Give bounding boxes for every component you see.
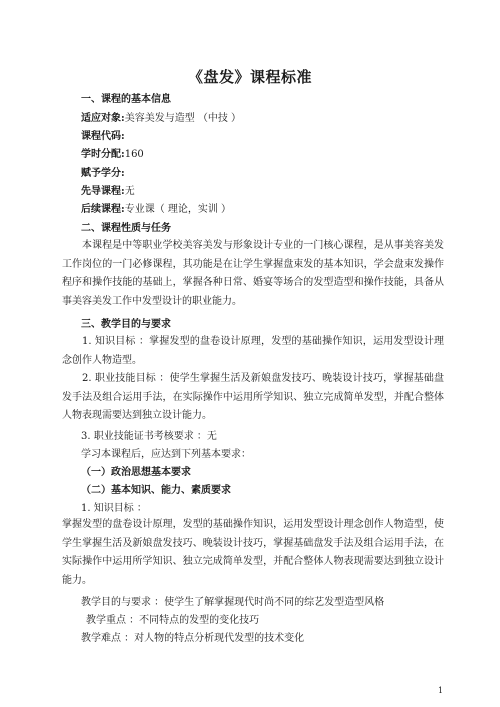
goal-certificate: 3. 职业技能证书考核要求 ：无 [81,431,217,442]
document-title: 《盘发》课程标准 [187,68,312,86]
credits-label: 赋予学分: [81,168,125,179]
applicable-value: 美容美发与造型 （中技 ） [124,113,242,124]
knowledge-target-label: 1. 知识目标 ： [81,503,147,514]
page-number: 1 [438,686,444,695]
study-requirement: 学习本课程后，应达到下列基本要求： [81,449,251,460]
nature-paragraph: 本课程是中等职业学校美容美发与形象设计专业的一门核心课程，是从事美容美发工作岗位的一门必修课程，其功能是在让学生掌握盘束发的基本知识，学会盘束发操作程序和操作技能的基础上，掌握各种日常、婚宴等场合的发型造型和操作技能，具备从事美容美发工作中发型设计的职业能力。 [62,240,444,307]
subheading-knowledge: （二）基本知识、能力、素质要求 [81,485,231,496]
hours-row [81,148,144,162]
followup-label: 后续课程: [81,204,125,215]
teaching-purpose: 教学目的与要求 ：使学生了解掌握现代时尚不同的综艺发型造型风格 [81,597,385,608]
course-code-label: 课程代码: [81,131,125,142]
heading-nature: 二、课程性质与任务 [81,223,171,234]
prereq-label: 先导课程: [81,186,125,197]
knowledge-target-paragraph: 掌握发型的盘卷设计原理，发型的基础操作知识，运用发型设计理念创作人物造型，使学生掌握生活及新娘盘发技巧、晚装设计技巧，掌握基础盘发手法及组合运用手法，在实际操作中运用所学知识、独立完成简单发型，并配合整体人物表现需要达到独立设计能力。 [62,519,444,586]
teaching-keypoint: 教学重点 ：不同特点的发型的变化技巧 [86,615,260,626]
goal-knowledge: 1. 知识目标 ：掌握发型的盘卷设计原理，发型的基础操作知识，运用发型设计理念创作人物造型。 [62,336,444,366]
applicable-label: 适应对象: [81,113,125,124]
heading-basic-info: 一、课程的基本信息 [81,94,171,105]
subheading-political: （一）政治思想基本要求 [81,467,191,478]
followup-row [81,203,231,217]
prereq-value: 无 [124,186,135,197]
applicable-row [81,112,241,126]
followup-value: 专业课（ 理论，实训 ） [124,204,232,215]
heading-goals: 三、教学目的与要求 [81,319,171,330]
hours-value: 160 [124,149,144,160]
teaching-difficulty: 教学难点 ：对人物的特点分析现代发型的技术变化 [81,633,305,644]
hours-label: 学时分配: [81,149,125,160]
goal-skill: 2. 职业技能目标 ：使学生掌握生活及新娘盘发技巧、晚装设计技巧，掌握基础盘发手法及组合运用手法，在实际操作中运用所学知识、独立完成简单发型，并配合整体人物表现需要达到独立设计能力。 [62,373,444,422]
prereq-row [81,185,135,199]
